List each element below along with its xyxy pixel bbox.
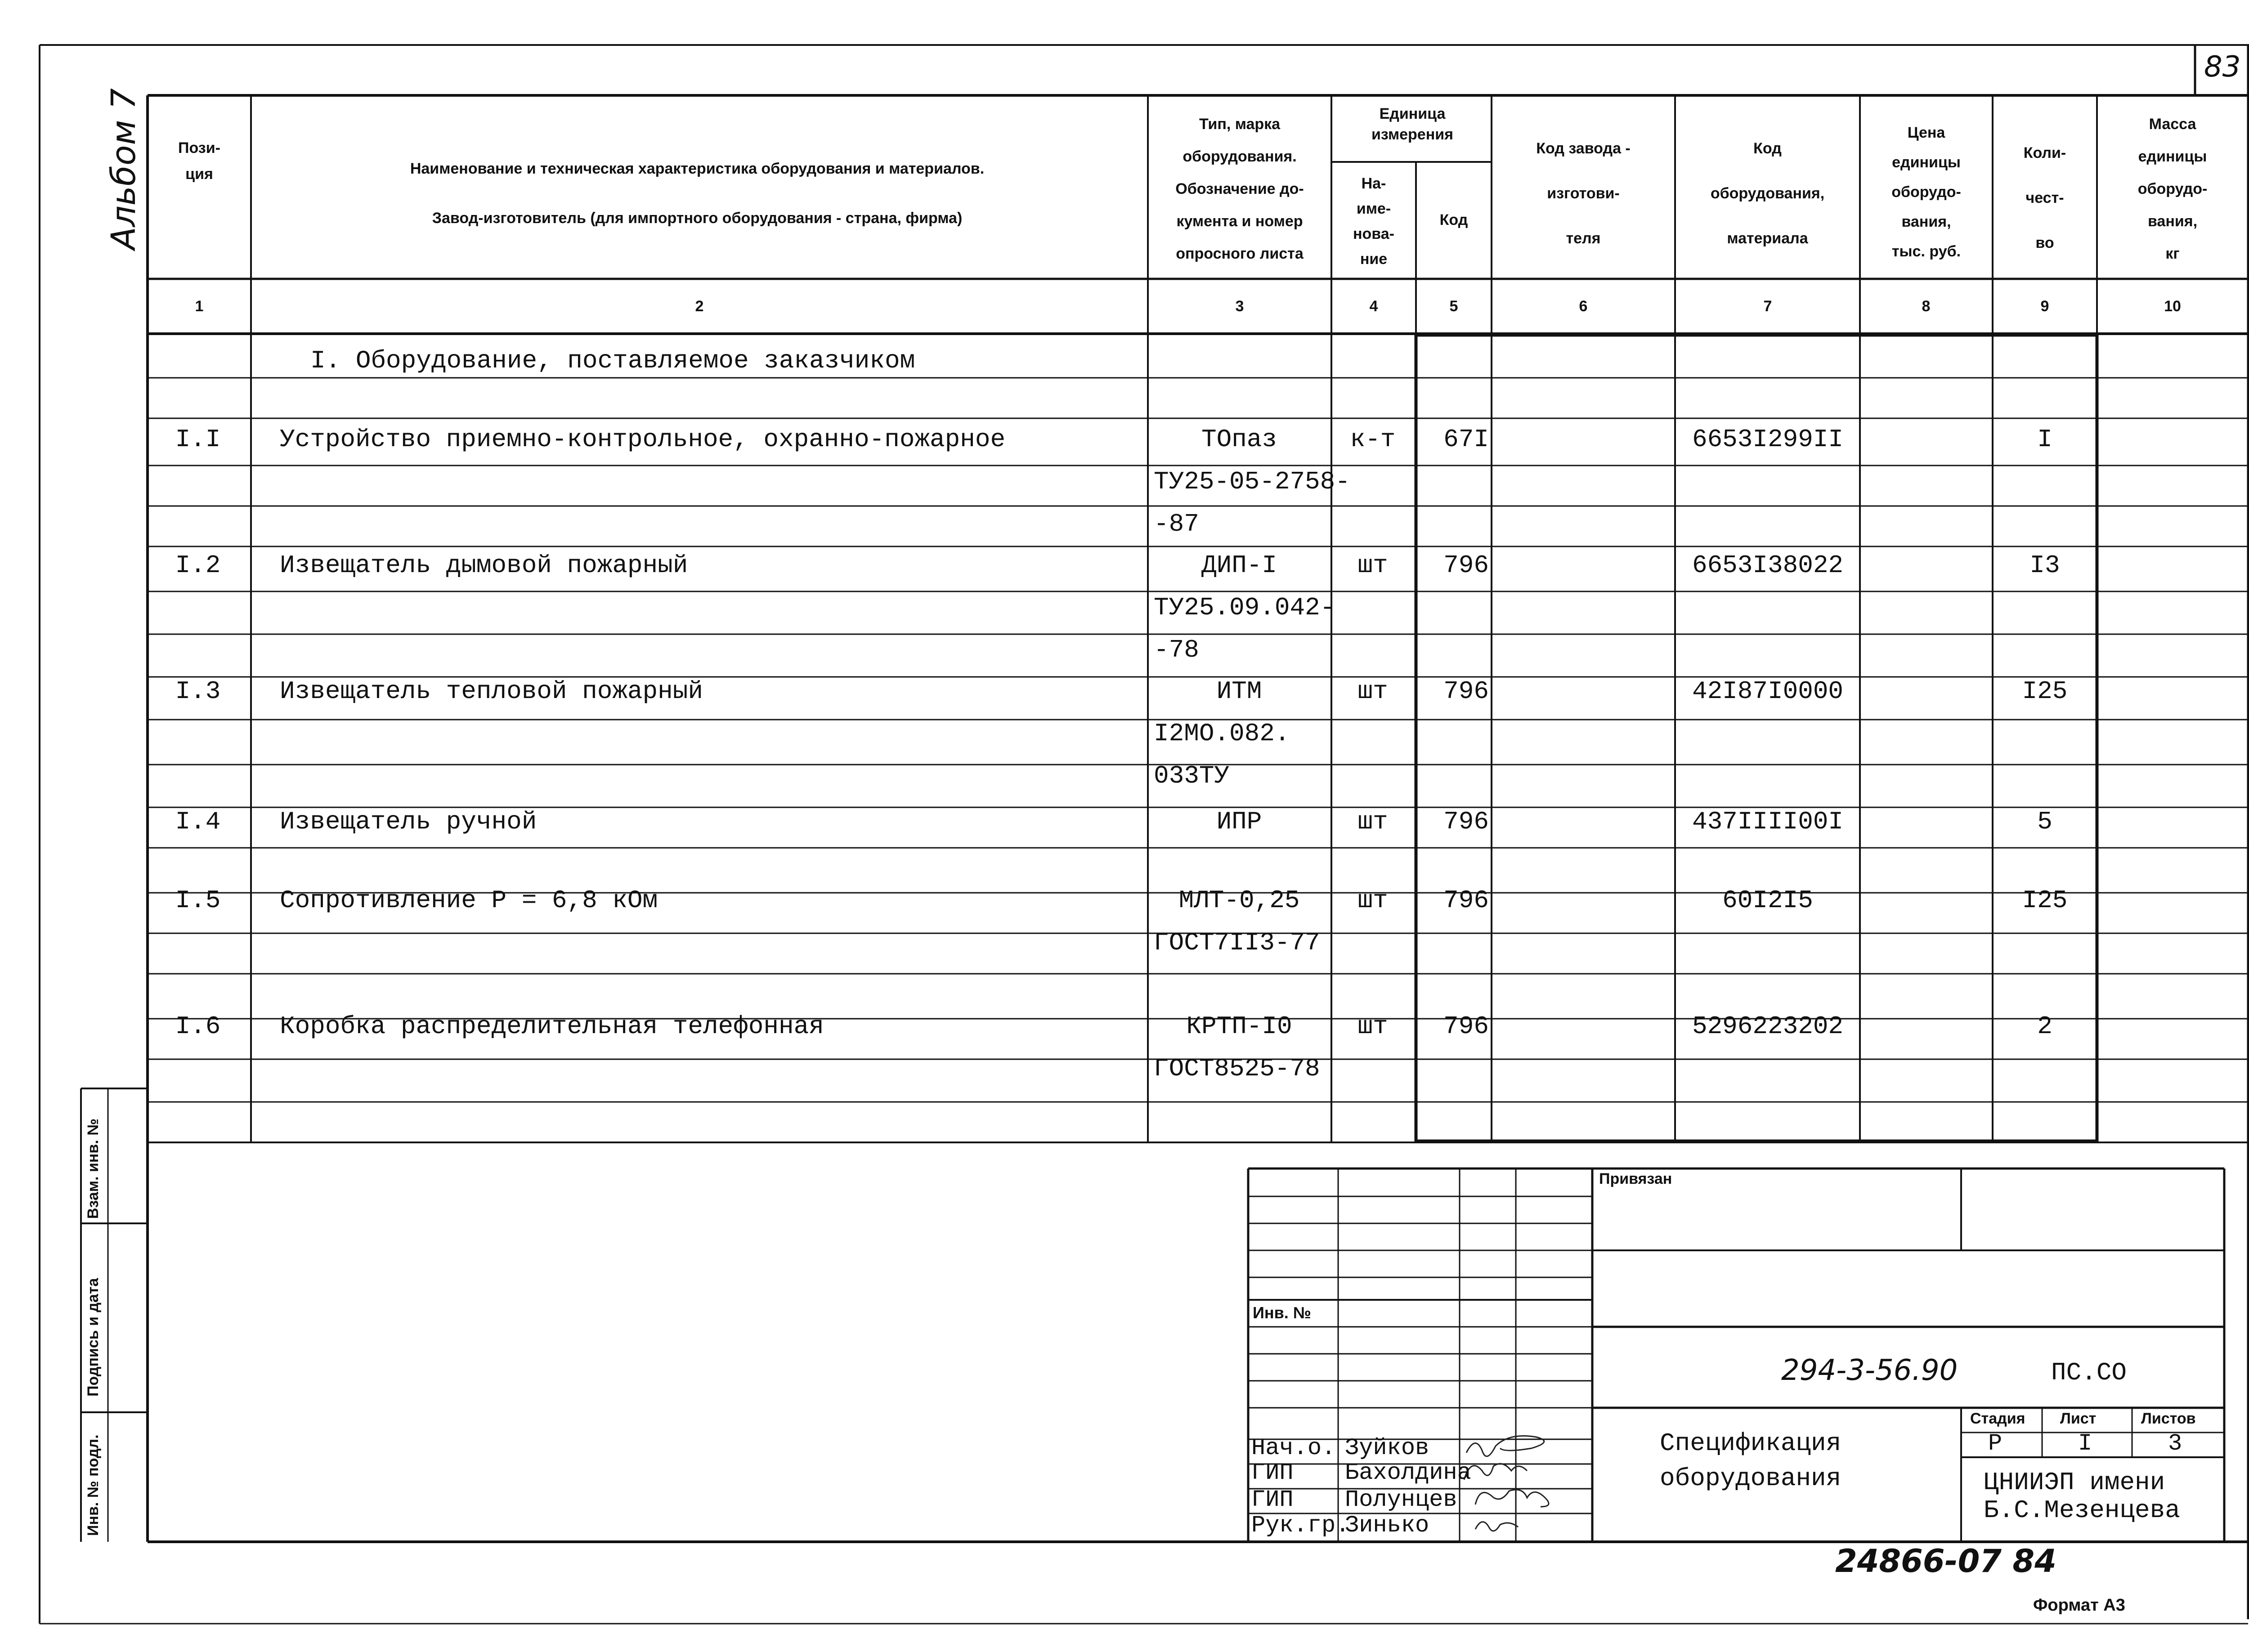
- column-number-8: 8: [1922, 298, 1931, 315]
- row-name: Извещатель тепловой пожарный: [280, 677, 703, 706]
- header-plant-code: Код завода - изготови- теля: [1536, 140, 1631, 247]
- row-unit-code: 796: [1443, 677, 1489, 706]
- header-unit-name: На- име- нова- ние: [1353, 175, 1394, 268]
- row-quantity: I3: [2029, 551, 2060, 580]
- row-unit-code: 796: [1443, 807, 1489, 836]
- stamp-inv-original: Инв. № подл.: [85, 1434, 102, 1536]
- row-equipment-code: 6653I38022: [1692, 551, 1844, 580]
- row-quantity: 2: [2037, 1012, 2052, 1041]
- row-quantity: I25: [2022, 886, 2068, 915]
- column-number-1: 1: [195, 298, 204, 315]
- page-number: 83: [2204, 50, 2241, 84]
- column-number-4: 4: [1369, 298, 1378, 315]
- column-number-2: 2: [695, 298, 704, 315]
- signature-scribbles: [1464, 1436, 1549, 1531]
- row-position: I.6: [175, 1012, 221, 1041]
- row-position: I.3: [175, 677, 221, 706]
- header-unit: Единица измерения: [1371, 105, 1453, 143]
- row-position: I.5: [175, 886, 221, 915]
- sheets-value: 3: [2168, 1430, 2182, 1457]
- role-1: Нач.о.: [1251, 1435, 1336, 1461]
- column-number-6: 6: [1579, 298, 1588, 315]
- row-equipment-code: 60I2I5: [1722, 886, 1813, 915]
- album-label: Альбом 7: [104, 88, 143, 250]
- header-type: Тип, марка оборудования. Обозначение до- кумента и номер опросного листа: [1175, 116, 1304, 262]
- row-unit: к-т: [1350, 425, 1396, 454]
- row-name: Извещатель ручной: [280, 807, 537, 836]
- column-number-7: 7: [1763, 298, 1772, 315]
- row-equipment-code: 42I87I0000: [1692, 677, 1844, 706]
- row-position: I.4: [175, 807, 221, 836]
- row-unit: шт: [1357, 677, 1388, 706]
- row-type-line: -78: [1154, 636, 1199, 664]
- row-unit-code: 796: [1443, 1012, 1489, 1041]
- name-1: Зуйков: [1345, 1435, 1429, 1461]
- row-type-line: ТУ25-05-2758-: [1154, 467, 1350, 496]
- row-unit: шт: [1357, 1012, 1388, 1041]
- row-unit-code: 796: [1443, 551, 1489, 580]
- header-position: Пози- ция: [178, 139, 220, 183]
- row-name: Устройство приемно-контрольное, охранно-пожарное: [280, 425, 1006, 454]
- row-quantity: I: [2037, 425, 2052, 454]
- header-unit-code: Код: [1439, 211, 1468, 228]
- sheet-value: I: [2078, 1430, 2092, 1457]
- document-title: Спецификация оборудования: [1660, 1429, 1841, 1493]
- column-number-9: 9: [2040, 298, 2049, 315]
- role-4: Рук.гр.: [1251, 1512, 1350, 1539]
- row-type-line: ТОпаз: [1201, 425, 1277, 454]
- stage-value: Р: [1988, 1430, 2003, 1457]
- inv-number-label: Инв. №: [1253, 1303, 1311, 1322]
- role-2: ГИП: [1251, 1459, 1294, 1486]
- row-type-line: I2МО.082.: [1154, 719, 1290, 748]
- row-unit: шт: [1357, 807, 1388, 836]
- row-unit: шт: [1357, 886, 1388, 915]
- row-position: I.I: [175, 425, 221, 454]
- privyazan-label: Привязан: [1599, 1170, 1672, 1187]
- row-type-line: ГОСТ7II3-77: [1154, 928, 1320, 957]
- name-2: Бахолдина: [1345, 1459, 1471, 1486]
- document-code: 294-3-56.90: [1781, 1354, 1958, 1387]
- name-3: Полунцев: [1345, 1486, 1457, 1513]
- document-suffix: ПС.СО: [2051, 1358, 2127, 1387]
- row-type-line: ИТМ: [1216, 677, 1262, 706]
- stamp-replacement-inv: Взам. инв. №: [85, 1118, 102, 1219]
- sheet-format: Формат А3: [2033, 1596, 2125, 1615]
- header-mass: Масса единицы оборудо- вания, кг: [2137, 116, 2208, 262]
- row-name: Сопротивление Р = 6,8 кОм: [280, 886, 658, 915]
- row-unit-code: 67I: [1443, 425, 1489, 454]
- row-type-line: ТУ25.09.042-: [1154, 593, 1335, 622]
- sheets-label: Листов: [2141, 1410, 2196, 1427]
- row-quantity: 5: [2037, 807, 2052, 836]
- organization: ЦНИИЭП имени Б.С.Мезенцева: [1984, 1468, 2180, 1525]
- stamp-signature-date: Подпись и дата: [85, 1278, 102, 1397]
- row-unit: шт: [1357, 551, 1388, 580]
- row-type-line: ГОСТ8525-78: [1154, 1054, 1320, 1083]
- role-3: ГИП: [1251, 1486, 1294, 1513]
- row-type-line: КРТП-I0: [1186, 1012, 1292, 1041]
- row-name: Извещатель дымовой пожарный: [280, 551, 688, 580]
- sheet-label: Лист: [2060, 1410, 2097, 1427]
- row-unit-code: 796: [1443, 886, 1489, 915]
- stage-label: Стадия: [1970, 1410, 2025, 1427]
- header-name: Наименование и техническая характеристика оборудования и материалов. Завод-изготовитель (для импортного оборудования - страна, фирма): [410, 160, 985, 227]
- column-number-5: 5: [1449, 298, 1458, 315]
- row-type-line: 033ТУ: [1154, 761, 1230, 790]
- archive-number: 24866-07 84: [1835, 1543, 2056, 1580]
- row-name: Коробка распределительная телефонная: [280, 1012, 824, 1041]
- row-equipment-code: 5296223202: [1692, 1012, 1844, 1041]
- row-position: I.2: [175, 551, 221, 580]
- name-4: Зинько: [1345, 1512, 1429, 1539]
- column-number-3: 3: [1235, 298, 1244, 315]
- row-type-line: -87: [1154, 510, 1199, 538]
- section-title: I. Оборудование, поставляемое заказчиком: [310, 346, 915, 375]
- row-type-line: МЛТ-0,25: [1178, 886, 1300, 915]
- row-quantity: I25: [2022, 677, 2068, 706]
- header-equipment-code: Код оборудования, материала: [1710, 140, 1825, 247]
- header-quantity: Коли- чест- во: [2023, 144, 2066, 251]
- row-type-line: ДИП-I: [1201, 551, 1277, 580]
- row-type-line: ИПР: [1216, 807, 1262, 836]
- row-equipment-code: 6653I299II: [1692, 425, 1844, 454]
- row-equipment-code: 437IIII00I: [1692, 807, 1844, 836]
- header-price: Цена единицы оборудо- вания, тыс. руб.: [1891, 124, 1961, 260]
- column-number-10: 10: [2164, 298, 2181, 315]
